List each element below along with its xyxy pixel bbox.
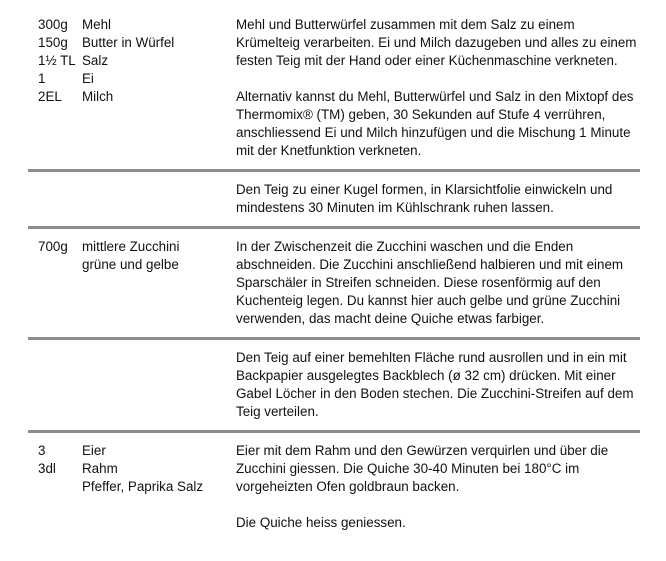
ingredient-row [38, 256, 236, 274]
ingredient-quantity: 1½ TL [38, 53, 76, 68]
ingredient-quantity: 3dl [38, 461, 56, 476]
ingredient-row [38, 70, 236, 88]
instruction-paragraph: Den Teig auf einer bemehlten Fläche rund ausrollen und in ein mit Backpapier ausgelegtes Backblech (ø 32 cm) drücken. Mit einer Gabel Löcher in den Boden stechen. Die Zucchini-Streifen auf dem Teig verteilen. [236, 350, 634, 419]
ingredient-quantity: 2EL [38, 89, 62, 104]
instruction-paragraph: Alternativ kannst du Mehl, Butterwürfel und Salz in den Mixtopf des Thermomix® (TM) geben, 30 Sekunden auf Stufe 4 verrühren, anschliessend Ei und Milch hinzufügen und die Mischung 1 Minute mit der Knetfunktion verkneten. [236, 89, 634, 158]
ingredient-row [38, 34, 236, 52]
recipe-step-5 [28, 433, 640, 532]
ingredient-name: Milch [82, 89, 114, 104]
instruction-paragraph: In der Zwischenzeit die Zucchini waschen und die Enden abschneiden. Die Zucchini anschließend halbieren und mit einem Sparschäler in Streifen schneiden. Diese rosenförmig auf den Kuchenteig legen. Du kannst hier auch gelbe und grüne Zucchini verwenden, das macht deine Quiche etwas farbiger. [236, 239, 624, 326]
instruction-text [236, 442, 640, 532]
ingredient-quantity: 1 [38, 71, 46, 86]
ingredient-name: Pfeffer, Paprika Salz [82, 479, 204, 494]
ingredient-row [38, 16, 236, 34]
ingredient-row [38, 88, 236, 106]
ingredient-name: grüne und gelbe [82, 257, 179, 272]
ingredient-name: Eier [82, 443, 106, 458]
ingredient-row [38, 238, 236, 256]
instruction-text [236, 16, 640, 160]
recipe-step-3 [28, 229, 640, 328]
ingredient-row [38, 52, 236, 70]
ingredient-name: Mehl [82, 17, 112, 32]
recipe-table [28, 14, 640, 532]
ingredient-row [38, 478, 236, 496]
ingredient-name: mittlere Zucchini [82, 239, 180, 254]
ingredient-quantity: 700g [38, 239, 68, 254]
instruction-text [236, 238, 640, 328]
ingredient-list [28, 181, 236, 217]
ingredient-name: Ei [82, 71, 94, 86]
ingredient-row [38, 442, 236, 460]
recipe-step-2 [28, 172, 640, 217]
instruction-text [236, 181, 640, 217]
instruction-paragraph: Den Teig zu einer Kugel formen, in Klarsichtfolie einwickeln und mindestens 30 Minuten im Kühlschrank ruhen lassen. [236, 182, 613, 215]
instruction-paragraph: Mehl und Butterwürfel zusammen mit dem Salz zu einem Krümelteig verarbeiten. Ei und Milch dazugeben und alles zu einem festen Teig mit der Hand oder einer Küchenmaschine verkneten. [236, 17, 637, 68]
ingredient-name: Salz [82, 53, 109, 68]
ingredient-list [28, 349, 236, 421]
instruction-paragraph: Die Quiche heiss geniessen. [236, 515, 406, 530]
ingredient-quantity: 300g [38, 17, 68, 32]
ingredient-name: Butter in Würfel [82, 35, 175, 50]
ingredient-name: Rahm [82, 461, 118, 476]
ingredient-quantity: 3 [38, 443, 46, 458]
instruction-text [236, 349, 640, 421]
ingredient-list [28, 238, 236, 328]
ingredient-quantity: 150g [38, 35, 68, 50]
recipe-step-4 [28, 340, 640, 421]
ingredient-row [38, 460, 236, 478]
recipe-step-1 [28, 14, 640, 160]
ingredient-quantity [38, 478, 82, 496]
ingredient-quantity [38, 256, 82, 274]
instruction-paragraph: Eier mit dem Rahm und den Gewürzen verquirlen und über die Zucchini giessen. Die Quiche 30-40 Minuten bei 180°C im vorgeheizten Ofen goldbraun backen. [236, 443, 609, 494]
ingredient-list [28, 16, 236, 160]
ingredient-list [28, 442, 236, 532]
